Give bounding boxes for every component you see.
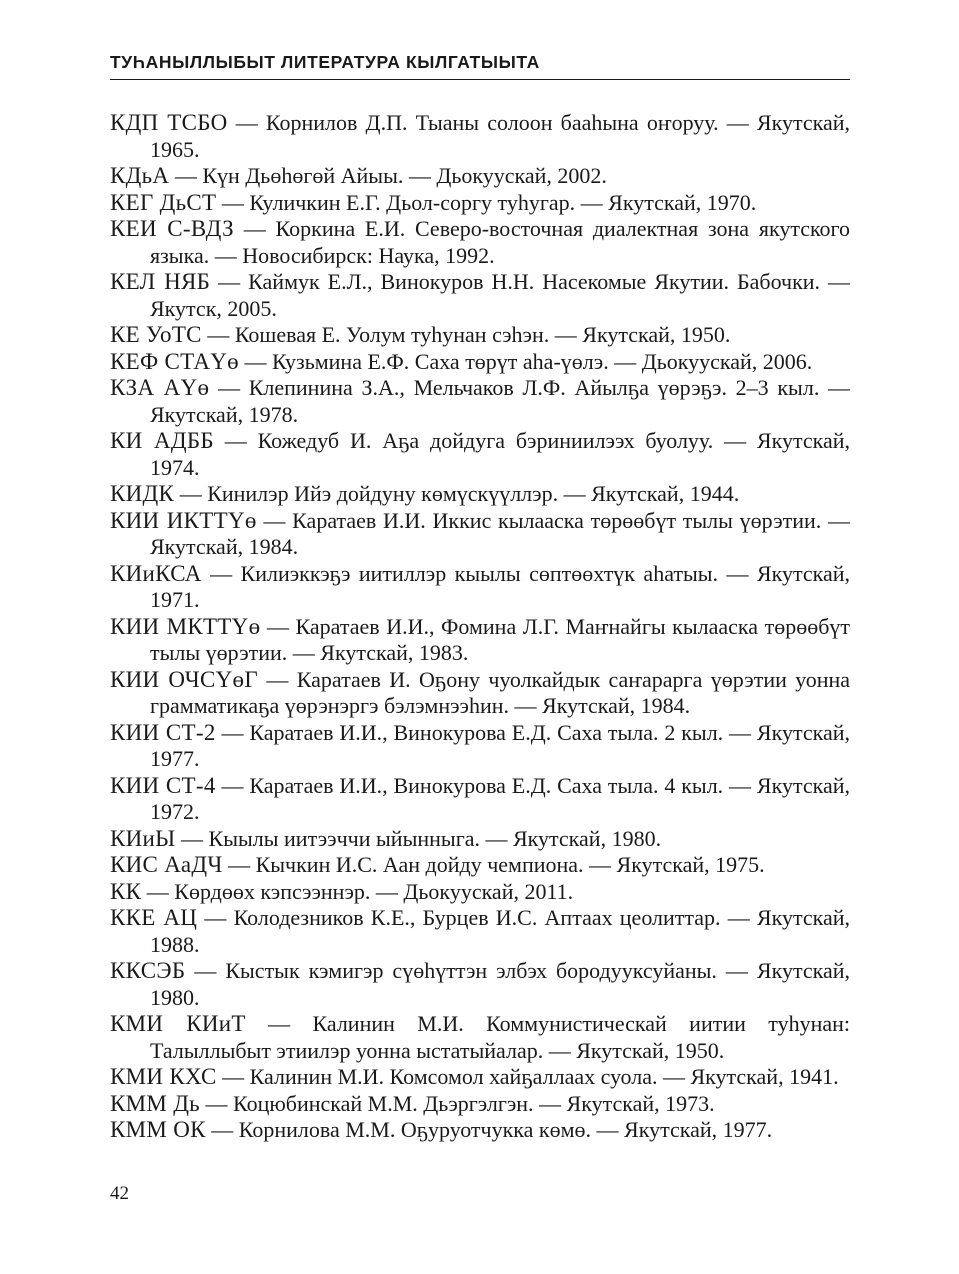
entry-separator: — (228, 852, 251, 877)
abbreviation-entry (110, 190, 850, 217)
entry-separator: — (222, 1064, 245, 1089)
entry-citation: Кожедуб И. Аҕа дойдуга бэриниилээх буолуу. — Якутскай, 1974. (150, 428, 851, 480)
entry-citation: Корнилов Д.П. Тыаны солоон бааһына оҥоруу. — Якутскай, 1965. (150, 110, 851, 162)
abbreviation-entry (110, 481, 850, 508)
entry-citation: Каратаев И. Оҕону чуолкайдык саҥарарга үөрэтии уонна грамматикаҕа үөрэнэргэ бэлэмнээһин. — Якутскай, 1984. (150, 666, 851, 718)
entry-abbreviation: КИИ СТ-4 (110, 772, 216, 798)
entry-citation: Коцюбинскай М.М. Дьэргэлгэн. — Якутскай, 1973. (232, 1090, 715, 1116)
abbreviation-entry (110, 667, 850, 720)
abbreviation-entry (110, 269, 850, 322)
entry-abbreviation: КИиЫ (110, 825, 176, 851)
entry-separator: — (179, 481, 202, 506)
entry-citation: Куличкин Е.Г. Дьол-соргу туһугар. — Якутскай, 1970. (249, 189, 757, 215)
abbreviation-entry (110, 773, 850, 826)
entry-separator: — (268, 1011, 291, 1036)
entry-citation: Күн Дьөһөгөй Айыы. — Дьокуускай, 2002. (202, 163, 607, 188)
entry-citation: Кинилэр Ийэ дойдуну көмүскүүллэр. — Якутскай, 1944. (207, 481, 740, 506)
abbreviation-entry (110, 349, 850, 376)
entry-abbreviation: КИС АаДЧ (110, 852, 223, 877)
entry-citation: Калинин М.И. Коммунистическай иитии туһунан: Талыллыбыт этиилэр уонна ыстатыйалар. — Якутскай, 1950. (150, 1011, 851, 1063)
abbreviation-entry (110, 826, 850, 853)
abbreviation-entry (110, 508, 850, 561)
entry-separator: — (266, 666, 289, 692)
entry-citation: Кузьмина Е.Ф. Саха төрүт аһа-үөлэ. — Дьокуускай, 2006. (271, 348, 813, 374)
entry-abbreviation: КИДК (110, 481, 175, 506)
entry-separator: — (217, 375, 240, 400)
entry-separator: — (235, 110, 258, 135)
abbreviation-entry (110, 879, 850, 906)
abbreviation-entry (110, 375, 850, 428)
entry-separator: — (210, 560, 233, 586)
entry-separator: — (207, 322, 230, 347)
entry-citation: Килиэккэҕэ иитиллэр кыылы сөптөөхтүк аһатыы. — Якутскай, 1971. (150, 560, 851, 612)
abbreviation-entry (110, 163, 850, 190)
entry-abbreviation: КДьА (110, 163, 170, 188)
entry-abbreviation: КИИ ИКТТҮө (110, 507, 257, 533)
entry-abbreviation: КММ Дь (110, 1090, 200, 1116)
entry-citation: Каратаев И.И., Винокурова Е.Д. Саха тыла. 2 кыл. — Якутскай, 1977. (150, 719, 850, 771)
entry-citation: Клепинина З.А., Мельчаков Л.Ф. Айылҕа үөрэҕэ. 2–3 кыл. — Якутскай, 1978. (150, 375, 851, 427)
entry-abbreviation: КИИ СТ-2 (110, 719, 216, 745)
entry-citation: Көрдөөх кэпсээннэр. — Дьокуускай, 2011. (174, 878, 574, 904)
abbreviation-entry (110, 1064, 850, 1091)
abbreviation-entry (110, 1011, 850, 1064)
entry-separator: — (204, 905, 227, 930)
abbreviation-entry (110, 905, 850, 958)
abbreviation-entry (110, 322, 850, 349)
entry-abbreviation: КИИ ОЧСҮөГ (110, 666, 258, 692)
abbreviation-entry (110, 428, 850, 481)
entry-abbreviation: КИИ МКТТҮө (110, 613, 261, 639)
entry-separator: — (224, 428, 247, 453)
entry-citation: Каратаев И.И., Фомина Л.Г. Маҥнайгы кылааска төрөөбүт тылы үөрэтии. — Якутскай, 1983. (150, 613, 851, 665)
entry-citation: Кыстык кэмигэр сүөһүттэн элбэх бородууксуйаны. — Якутскай, 1980. (150, 958, 851, 1010)
entry-separator: — (146, 878, 169, 904)
entry-abbreviation: КМИ КИиТ (110, 1011, 246, 1036)
abbreviation-entry (110, 614, 850, 667)
abbreviation-entry (110, 720, 850, 773)
entry-citation: Корнилова М.М. Оҕуруотчукка көмө. — Якутскай, 1977. (238, 1117, 773, 1142)
entry-separator: — (263, 507, 286, 533)
entry-citation: Кыылы иитээччи ыйынныга. — Якутскай, 1980. (208, 825, 662, 851)
entry-separator: — (244, 348, 267, 374)
abbreviation-entry (110, 1117, 850, 1144)
entry-abbreviation: КЕГ ДьСТ (110, 189, 217, 215)
abbreviation-entry (110, 958, 850, 1011)
entry-separator: — (221, 189, 244, 215)
abbreviation-entry (110, 561, 850, 614)
abbreviation-entry (110, 110, 850, 163)
entry-abbreviation: КДП ТСБО (110, 110, 228, 135)
page-number: 42 (110, 1183, 129, 1204)
entry-citation: Колодезников К.Е., Бурцев И.С. Аптаах цеолиттар. — Якутскай, 1988. (150, 905, 850, 957)
entry-citation: Калинин М.И. Комсомол хайҕаллаах суола. — Якутскай, 1941. (249, 1064, 839, 1089)
entry-abbreviation: КК (110, 878, 142, 904)
entry-abbreviation: КЕ УоТС (110, 322, 202, 347)
entry-separator: — (205, 1090, 228, 1116)
entry-abbreviation: КЕФ СТАҮө (110, 348, 239, 374)
abbreviation-entry (110, 216, 850, 269)
entry-citation: Каратаев И.И., Винокурова Е.Д. Саха тыла. 4 кыл. — Якутскай, 1972. (150, 772, 850, 824)
entry-separator: — (221, 719, 244, 745)
entry-abbreviation: КИ АДББ (110, 428, 214, 453)
entry-separator: — (174, 163, 197, 188)
entry-abbreviation: ККЕ АЦ (110, 905, 198, 930)
entry-separator: — (218, 269, 241, 294)
entry-abbreviation: КММ ОК (110, 1117, 206, 1142)
entry-citation: Каратаев И.И. Иккис кылааска төрөөбүт тылы үөрэтии. — Якутскай, 1984. (150, 507, 851, 559)
entry-citation: Коркина Е.И. Северо-восточная диалектная зона якутского языка. — Новосибирск: Наука, 1992. (150, 216, 851, 268)
entry-citation: Кошевая Е. Уолум туһунан сэһэн. — Якутскай, 1950. (234, 322, 731, 347)
entry-abbreviation: КЕИ С-ВДЗ (110, 216, 234, 241)
entry-abbreviation: КЗА АҮө (110, 375, 210, 400)
entry-abbreviation: КМИ КХС (110, 1064, 217, 1089)
entry-abbreviation: КИиКСА (110, 560, 202, 586)
running-header: ТУҺАНЫЛЛЫБЫТ ЛИТЕРАТУРА КЫЛГАТЫЫТА (110, 52, 850, 80)
entry-separator: — (211, 1117, 234, 1142)
entry-citation: Каймук Е.Л., Винокуров Н.Н. Насекомые Якутии. Бабочки. — Якутск, 2005. (150, 269, 851, 321)
entry-separator: — (221, 772, 244, 798)
entry-separator: — (181, 825, 204, 851)
entry-abbreviation: КЕЛ НЯБ (110, 269, 211, 294)
entry-abbreviation: ККСЭБ (110, 958, 186, 983)
entry-separator: — (243, 216, 266, 241)
abbreviation-list (110, 110, 850, 1144)
entry-separator: — (266, 613, 289, 639)
entry-citation: Кычкин И.С. Аан дойду чемпиона. — Якутскай, 1975. (255, 852, 765, 877)
abbreviation-entry (110, 1091, 850, 1118)
abbreviation-entry (110, 852, 850, 879)
entry-separator: — (194, 958, 217, 983)
